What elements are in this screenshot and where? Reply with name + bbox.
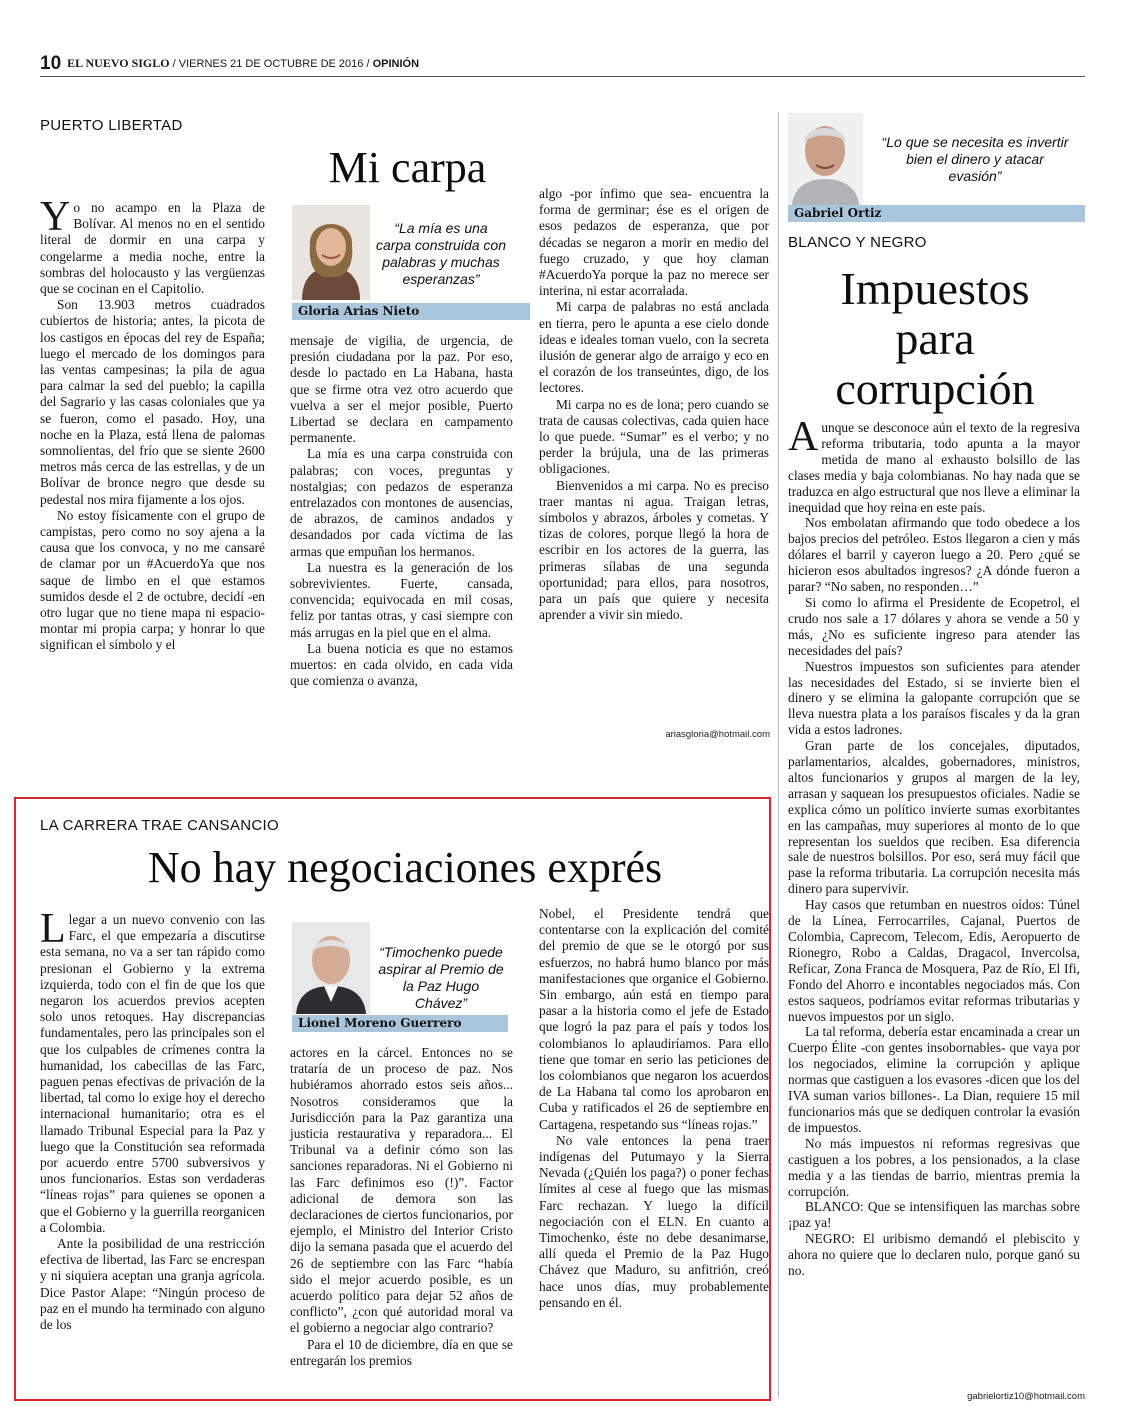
article1-column-3 <box>539 186 769 623</box>
article1-col2-para: La buena noticia es que no estamos muertos: en cada olvido, en cada vida que comienza o avanza, <box>290 640 513 689</box>
article2-col3-para: Nobel, el Presidente tendrá que contentarse con la explicación del comité del premio de que se le otorgó por sus esfuerzos, no habrá humo blanco por más manifestaciones que organice el Gobierno. Sin embargo, aún está en tiempo para pasar a la historia como el jefe de Estado que logró la paz para el país y todos los colombianos lo aplaudiríamos. Para ello tiene que tomar en serio las peticiones de los colombianos que negaron los acuerdos de La Habana tal como los aprobaron en Cuba y ratificados el 26 de septiembre en Cartagena, respetando sus “líneas rojas.” <box>539 906 769 1132</box>
article3-para: Aunque se desconoce aún el texto de la regresiva reforma tributaria, todo apunta a la mayor metida de mano al exhausto bolsillo de las clases media y baja colombianas. No hay nada que se traduzca en algo estructural que nos lleve a eliminar la inequidad que hoy reina en este país. <box>788 414 1080 515</box>
article2-col2-para: actores en la cárcel. Entonces no se trataría de un proceso de paz. Nos hubiéramos ahorrado estos seis años... Nosotros consideramos que la Jurisdicción para la Paz garantiza una justicia restaurativa y reparadora... El Tribunal va a definir cómo son las sanciones reparadoras. Ni el Gobierno ni las Farc definimos eso (!)”. Factor adicional de demora son las declaraciones de ciertos funcionarios, por ejemplo, el Ministro del Interior Cristo dijo la semana pasada que el acuerdo del 26 de septiembre con las Farc “había sido el mejor acuerdo posible, es un acuerdo político para dejar 52 años de conflicto”, ¿con qué autoridad moral va el gobierno a negociar algo contrario? <box>290 1045 513 1336</box>
section-name: OPINIÓN <box>372 58 420 70</box>
article2-col1-para: Ante la posibilidad de una restricción efectiva de libertad, las Farc se encrespan y ni siquiera aceptan una granja agrícola. Dice Pastor Alape: “Ningún proceso de paz en el mundo ha terminado con alguno de los <box>40 1236 265 1333</box>
article1-col2-para: mensaje de vigilia, de urgencia, de presión ciudadana por la paz. Por eso, desde lo pactado en La Habana, hasta que se firme otra vez otro acuerdo que vuelva a ser el mejor posible, Puerto Libertad se declara en campamento permanente. <box>290 333 513 446</box>
article2-col1-para: Llegar a un nuevo convenio con las Farc, el que empezaría a discutirse esta semana, no va a ser tan rápido como presionan el Gobierno y la extrema izquierda, todo con el fin de que los que negaron los acuerdos previos acepten solo unos retoques. Hay discrepancias fundamentales, pero las principales son el que los culpables de crímenes contra la humanidad, los cabecillas de las Farc, paguen penas efectivas de privación de la libertad, tal como lo exige hoy el derecho internacional humanitario; otra es el llamado Tribunal Especial para la Paz y luego que la Constitución sea reformada por acuerdo entre 5700 subversivos y unos funcionarios. Estas son verdaderas “líneas rojas” para quienes se oponen a que el Gobierno y la guerrilla reorganicen a Colombia. <box>40 906 265 1235</box>
article1-headline: Mi carpa <box>328 143 487 192</box>
article1-email: ariasgloria@hotmail.com <box>665 729 770 740</box>
author-photo-lionel <box>292 922 370 1014</box>
article2-byline: Lionel Moreno Guerrero <box>292 1015 508 1032</box>
drop-cap: Y <box>40 194 71 240</box>
issue-date: / VIERNES 21 DE OCTUBRE DE 2016 / <box>172 58 370 70</box>
article2-headline: No hay negociaciones exprés <box>147 843 663 892</box>
article2-column-2 <box>290 1045 513 1369</box>
article1-col1-para: Yo no acampo en la Plaza de Bolívar. Al menos no en el sentido literal de dormir en una carpa y congelarme a media noche, entre la sombras del holocausto y las vergüenzas que se cocinan en el Capitolio. <box>40 194 265 297</box>
article1-column-2 <box>290 333 513 689</box>
article3-para: Nos embolatan afirmando que todo obedece a los bajos precios del petróleo. Estos llegaron a cien y más dólares el barril y cayeron luego a 20. Pero ¿qué se hicieron esos abultados ingresos? ¿A dónde fueron a parar? “No saben, no responden…” <box>788 515 1080 595</box>
article3-para: Hay casos que retumban en nuestros oídos: Túnel de la Línea, Ferrocarriles, Cajanal, Puertos de Colombia, Caprecom, Telecom, Edis, Aeropuerto de Rionegro, Robo a Caldas, Dragacol, Invercolsa, Reficar, Zona Franca de Mosquera, Paz de Río, El Ifi, Fondo del Ahorro e incontables negociados más. Con estos saqueos, podríamos evitar reformas tributarias y nuevos impuestos por un siglo. <box>788 897 1080 1024</box>
page-folio <box>40 52 1085 74</box>
article3-para: Nuestros impuestos son suficientes para atender las necesidades del Estado, si se invierte bien el dinero y se elimina la galopante corrupción que se lleva nuestra plata a los paraísos fiscales y da la gran vida a estos ladrones. <box>788 658 1080 738</box>
folio-rule <box>40 76 1085 77</box>
author-photo-gloria <box>292 205 370 300</box>
article2-pullquote: “Timochenko puede aspirar al Premio de la Paz Hugo Chávez” <box>378 944 504 1011</box>
article2-kicker: LA CARRERA TRAE CANSANCIO <box>40 817 279 834</box>
article3-para: NEGRO: El uribismo demandó el plebiscito y ahora no quiere que lo declaren nulo, porque ganó su no. <box>788 1231 1080 1279</box>
article3-byline: Gabriel Ortiz <box>788 205 1085 222</box>
article2-col2-para: Para el 10 de diciembre, día en que se entregarán los premios <box>290 1336 513 1368</box>
article3-kicker: BLANCO Y NEGRO <box>788 234 927 251</box>
article3-para: La tal reforma, debería estar encaminada a crear un Cuerpo Élite -con gentes insobornables- que vaya por los negociados, elimine la corrupción y aplique normas que castiguen a los evasores -dicen que los del IVA suman varios billones-. La Dian, requiere 15 mil funcionarios más que se dediquen controlar la evasión de impuestos. <box>788 1024 1080 1135</box>
article3-headline-line: corrupción <box>835 363 1035 414</box>
article1-col3-para: Mi carpa no es de lona; pero cuando se trata de causas colectivas, cada quien hace lo que puede. “Sumar” es el verbo; y no perder la brújula, una de las primeras obligaciones. <box>539 396 769 477</box>
article3-headline-line: Impuestos <box>840 263 1030 314</box>
article2-column-1 <box>40 906 265 1333</box>
article3-pullquote: “Lo que se necesita es invertir bien el dinero y atacar evasión” <box>881 134 1069 184</box>
article3-para: Si como lo afirma el Presidente de Ecopetrol, el crudo nos sale a 17 dólares y ahora se vende a 50 y más, ¿No es suficiente ingreso para atender las necesidades del país? <box>788 594 1080 658</box>
page-number: 10 <box>40 53 62 74</box>
article1-col2-para: La nuestra es la generación de los sobrevivientes. Fuerte, cansada, convencida; equivocada en mil cosas, feliz por tantas otras, y casi siempre con más arrugas en la piel que en el alma. <box>290 559 513 640</box>
article1-col1-para: Son 13.903 metros cuadrados cubiertos de historia; antes, la picota de los castigos en épocas del rey de España; luego el mercado de los domingos para las ventas campesinas; la pila de agua para calmar la sed del pueblo; la capilla del Sagrario y las casas coloniales que ya se fueron, como el pasado. Hoy, una noche en la Plaza, está llena de palomas somnolientas, del frío que se siente 2600 metros más cerca de las estrellas, y de un Bolívar de bronce negro que desde su pedestal nos mira fijamente a los ojos. <box>40 297 265 507</box>
author-portrait-icon <box>292 205 370 300</box>
article3-column <box>788 414 1080 1279</box>
author-portrait-icon <box>788 113 863 205</box>
article3-headline <box>800 264 1070 414</box>
column-divider <box>778 112 779 1397</box>
article1-column-1 <box>40 194 265 654</box>
drop-cap: L <box>40 906 66 952</box>
publication-name: EL NUEVO SIGLO <box>67 56 170 70</box>
article3-para: BLANCO: Que se intensifiquen las marchas sobre ¡paz ya! <box>788 1199 1080 1231</box>
article3-para: Gran parte de los concejales, diputados, parlamentarios, alcaldes, gobernadores, ministros, altos funcionarios y grupos al margen de la ley, arrasan y saquean los presupuestos oficiales. Nadie se explica cómo un político invierte sumas exorbitantes en las campañas, muy superiores al monto de lo que representan los sueldos que reciben. Esa diferencia sale de nuestros bolsillos. Por eso, será muy fácil que pase la reforma tributaria. La corrupción necesita más dinero para supervivir. <box>788 738 1080 897</box>
article1-kicker: PUERTO LIBERTAD <box>40 117 183 134</box>
article1-col3-para: Bienvenidos a mi carpa. No es preciso traer mantas ni agua. Traigan letras, símbolos y abrazos, árboles y cometas. Y tizas de colores, porque llegó la hora de escribir en los actores de la guerra, las primeras sílabas de una segunda oportunidad; para ellos, para nosotros, para un país que quiere y necesita aprender a vivir sin miedo. <box>539 477 769 623</box>
article1-pullquote: “La mía es una carpa construida con palabras y muchas esperanzas” <box>376 220 506 287</box>
author-photo-gabriel <box>788 113 863 205</box>
article1-col3-para: algo -por ínfimo que sea- encuentra la forma de germinar; ése es el origen de esos pedazos de esperanza, que por décadas se negaron a morir en medio del fuego cruzado, y que hoy claman #AcuerdoYa porque la paz no merece ser interina, ni estar acorralada. <box>539 186 769 299</box>
article2-col3-para: No vale entonces la pena traer indígenas del Putumayo y la Sierra Nevada (¿Quién los paga?) o poner fechas límites al cese al fuego que las mismas Farc rechazan. Y luego la difícil negociación con el ELN. En cuanto a Timochenko, éste no debe desanimarse, allí queda el Premio de la Paz Hugo Chávez que Maduro, su anfitrión, creó hace unos días, muy probablemente pensando en él. <box>539 1132 769 1310</box>
article2-column-3 <box>539 906 769 1311</box>
article1-col1-para: No estoy físicamente con el grupo de campistas, pero como no soy ajena a la causa que los convoca, y no me cansaré de clamar por un #AcuerdoYa que nos saque de limbo en el que estamos sumidos desde el 2 de octubre, decidí -en otro lugar que no tiene mapa ni espacio- montar mi propia carpa; y honrar lo que significan el símbolo y el <box>40 507 265 653</box>
author-portrait-icon <box>292 922 370 1014</box>
article1-col3-para: Mi carpa de palabras no está anclada en tierra, pero le apunta a ese cielo donde ideas e ideales toman vuelo, con la secreta ilusión de generar algo de arraigo y eco en el corazón de los transeúntes, digo, de los lectores. <box>539 299 769 396</box>
article1-byline: Gloria Arias Nieto <box>292 303 530 320</box>
drop-cap: A <box>788 414 819 460</box>
article3-para: No más impuestos ni reformas regresivas que castiguen a los pobres, a los pensionados, a la clase media y a las tiendas de barrio, mientras premia la corrupción. <box>788 1135 1080 1199</box>
article3-email: gabrielortiz10@hotmail.com <box>967 1391 1085 1402</box>
article1-col2-para: La mía es una carpa construida con palabras; con voces, preguntas y nostalgias; con pedazos de esperanza entrelazados con montones de ausencias, de abrazos, de caminos andados y desandados por cada víctima de las armas que empuñan los hermanos. <box>290 446 513 559</box>
article3-headline-line: para <box>895 313 975 364</box>
